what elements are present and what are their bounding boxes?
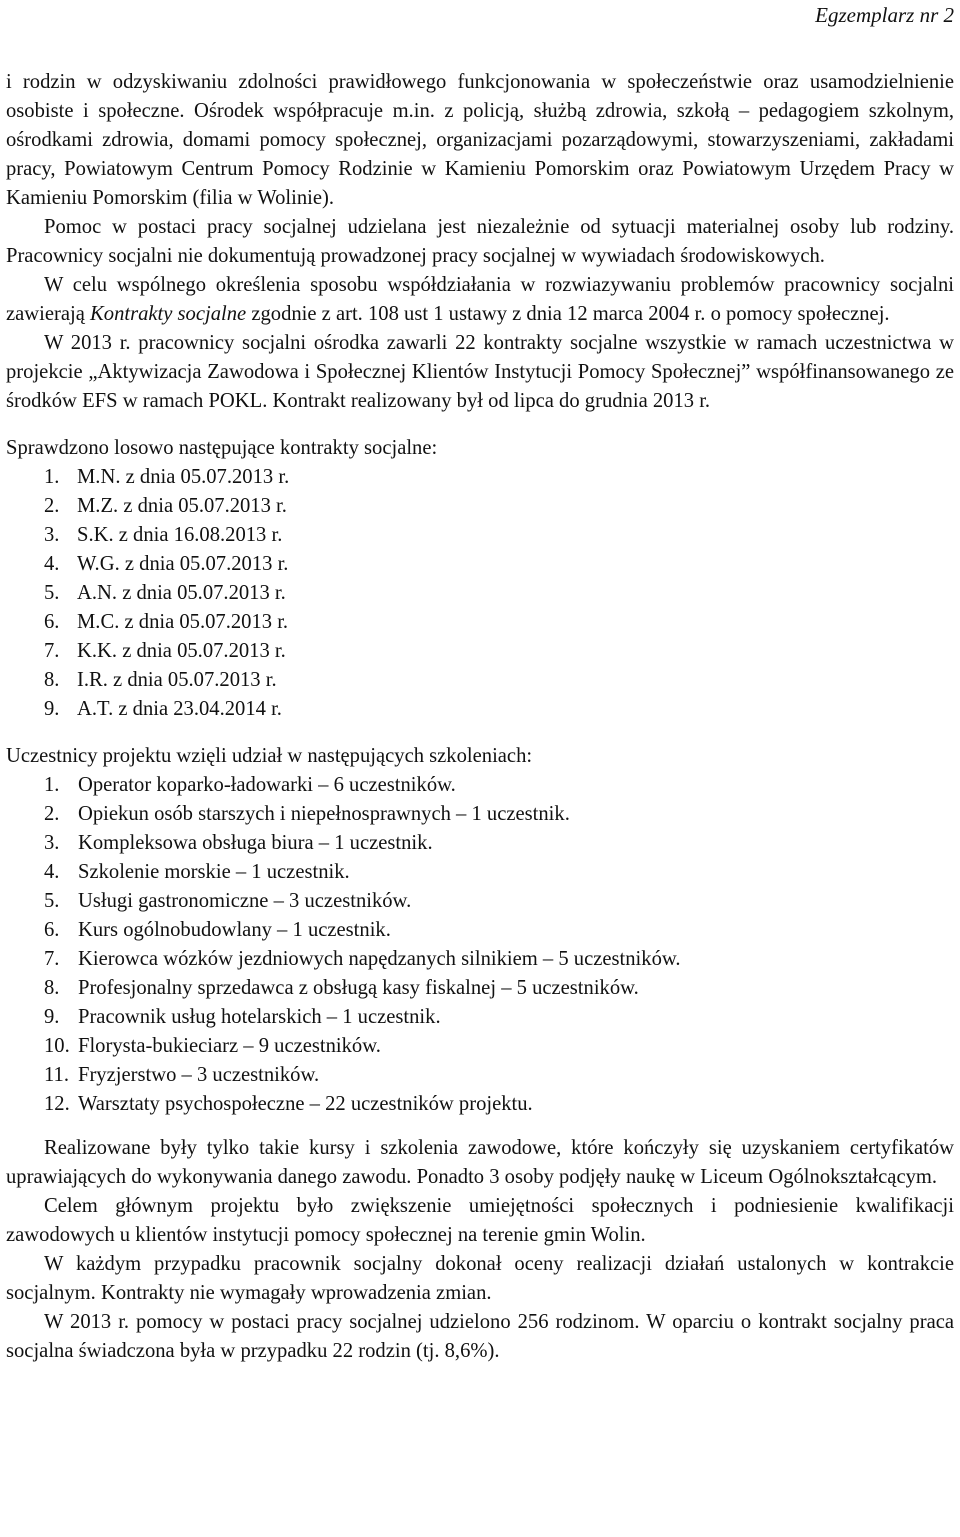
list-item [6, 579, 954, 608]
list-item-text: Profesjonalny sprzedawca z obsługą kasy fiskalnej – 5 uczestników. [78, 977, 639, 999]
list-item [6, 771, 954, 800]
list-item [6, 858, 954, 887]
list-item-number: 8. [44, 669, 60, 691]
list-item-number: 2. [44, 803, 60, 825]
list-item-text: Usługi gastronomiczne – 3 uczestników. [78, 890, 412, 912]
list-item [6, 550, 954, 579]
intro-paragraph-3 [6, 271, 954, 329]
copy-number-label: Egzemplarz nr 2 [815, 3, 954, 27]
list-item [6, 916, 954, 945]
list-item [6, 800, 954, 829]
list-item-number: 6. [44, 611, 60, 633]
list-item [6, 1003, 954, 1032]
list-item [6, 1061, 954, 1090]
closing-paragraph-3: W każdym przypadku pracownik socjalny dokonał oceny realizacji działań ustalonych w kontrakcie socjalnym. Kontrakty nie wymagały wprowadzenia zmian. [6, 1253, 954, 1304]
list-item-text: M.C. z dnia 05.07.2013 r. [77, 611, 289, 633]
list-item [6, 637, 954, 666]
list-item-text: Warsztaty psychospołeczne – 22 uczestników projektu. [78, 1093, 533, 1115]
list-item [6, 1032, 954, 1061]
closing-paragraph-1: Realizowane były tylko takie kursy i szkolenia zawodowe, które kończyły się uzyskaniem certyfikatów uprawiających do wykonywania danego zawodu. Ponadto 3 osoby podjęły naukę w Liceum Ogólnokształcącym. [6, 1137, 954, 1188]
list-item-number: 1. [44, 466, 60, 488]
list-item-text: W.G. z dnia 05.07.2013 r. [77, 553, 289, 575]
list-item-number: 9. [44, 698, 60, 720]
trainings-heading: Uczestnicy projektu wzięli udział w następujących szkoleniach: [6, 745, 533, 767]
closing-paragraph-4: W 2013 r. pomocy w postaci pracy socjalnej udzielono 256 rodzinom. W oparciu o kontrakt socjalny praca socjalna świadczona była w przypadku 22 rodzin (tj. 8,6%). [6, 1311, 954, 1362]
list-item-number: 5. [44, 582, 60, 604]
contracts-list [6, 463, 954, 724]
list-item-number: 3. [44, 832, 60, 854]
list-item [6, 974, 954, 1003]
list-item [6, 887, 954, 916]
list-item-number: 5. [44, 890, 60, 912]
list-item-text: Pracownik usług hotelarskich – 1 uczestnik. [78, 1006, 441, 1028]
intro-paragraph-3-end: zgodnie z art. 108 ust 1 ustawy z dnia 12 marca 2004 r. o pomocy społecznej. [246, 303, 890, 325]
list-item-number: 1. [44, 774, 60, 796]
list-item-number: 4. [44, 553, 60, 575]
list-item-number: 7. [44, 640, 60, 662]
intro-paragraph-2: Pomoc w postaci pracy socjalnej udzielana jest niezależnie od sytuacji materialnej osoby lub rodziny. Pracownicy socjalni nie dokumentują prowadzonej pracy socjalnej w wywiadach środowiskowych. [6, 216, 954, 267]
list-item-text: S.K. z dnia 16.08.2013 r. [77, 524, 283, 546]
list-item-number: 3. [44, 524, 60, 546]
closing-paragraph-2: Celem głównym projektu było zwiększenie umiejętności społecznych i podniesienie kwalifikacji zawodowych u klientów instytucji pomocy społecznej na terenie gmin Wolin. [6, 1195, 954, 1246]
list-item-text: Florysta-bukieciarz – 9 uczestników. [78, 1035, 381, 1057]
intro-paragraph-1: i rodzin w odzyskiwaniu zdolności prawidłowego funkcjonowania w społeczeństwie oraz usamodzielnienie osobiste i społeczne. Ośrodek współpracuje m.in. z policją, służbą zdrowia, szkołą – pedagogiem szkolnym, ośrodkami zdrowia, domami pomocy społecznej, organizacjami pozarządowymi, stowarzyszeniami, zakładami pracy, Powiatowym Centrum Pomocy Rodzinie w Kamieniu Pomorskim oraz Powiatowym Urzędem Pracy w Kamieniu Pomorskim (filia w Wolinie). [6, 71, 954, 209]
list-item-text: Kompleksowa obsługa biura – 1 uczestnik. [78, 832, 433, 854]
trainings-list [6, 771, 954, 1119]
list-item-text: A.T. z dnia 23.04.2014 r. [77, 698, 282, 720]
intro-paragraph-4: W 2013 r. pracownicy socjalni ośrodka zawarli 22 kontrakty socjalne wszystkie w ramach uczestnictwa w projekcie „Aktywizacja Zawodowa i Społecznej Klientów Instytucji Pomocy Społecznej” współfinansowanego ze środków EFS w ramach POKL. Kontrakt realizowany był od lipca do grudnia 2013 r. [6, 332, 954, 412]
document-body [6, 68, 954, 1366]
list-item-number: 9. [44, 1006, 60, 1028]
list-item [6, 1090, 954, 1119]
intro-paragraph-3-start: W celu wspólnego określenia sposobu współdziałania w rozwiazywaniu problemów pracownicy socjalni zawierają [6, 274, 954, 325]
list-item [6, 463, 954, 492]
list-item-number: 11. [44, 1064, 69, 1086]
list-item [6, 945, 954, 974]
list-item-text: Kierowca wózków jezdniowych napędzanych silnikiem – 5 uczestników. [78, 948, 681, 970]
list-item-text: Operator koparko-ładowarki – 6 uczestników. [78, 774, 456, 796]
list-item-number: 6. [44, 919, 60, 941]
list-item-number: 8. [44, 977, 60, 999]
list-item-text: K.K. z dnia 05.07.2013 r. [77, 640, 286, 662]
list-item [6, 492, 954, 521]
list-item [6, 608, 954, 637]
list-item-number: 10. [44, 1035, 70, 1057]
contracts-term: Kontrakty socjalne [90, 303, 247, 325]
list-item [6, 666, 954, 695]
list-item-number: 12. [44, 1093, 70, 1115]
list-item-number: 4. [44, 861, 60, 883]
list-item [6, 521, 954, 550]
list-item-text: A.N. z dnia 05.07.2013 r. [77, 582, 286, 604]
list-item-text: M.N. z dnia 05.07.2013 r. [77, 466, 290, 488]
list-item-number: 2. [44, 495, 60, 517]
list-item-text: Kurs ogólnobudowlany – 1 uczestnik. [78, 919, 391, 941]
list-item-text: Fryzjerstwo – 3 uczestników. [78, 1064, 320, 1086]
list-item-text: I.R. z dnia 05.07.2013 r. [77, 669, 277, 691]
contracts-heading: Sprawdzono losowo następujące kontrakty socjalne: [6, 437, 438, 459]
list-item-number: 7. [44, 948, 60, 970]
list-item [6, 829, 954, 858]
list-item [6, 695, 954, 724]
list-item-text: M.Z. z dnia 05.07.2013 r. [77, 495, 287, 517]
list-item-text: Opiekun osób starszych i niepełnosprawnych – 1 uczestnik. [78, 803, 570, 825]
list-item-text: Szkolenie morskie – 1 uczestnik. [78, 861, 350, 883]
